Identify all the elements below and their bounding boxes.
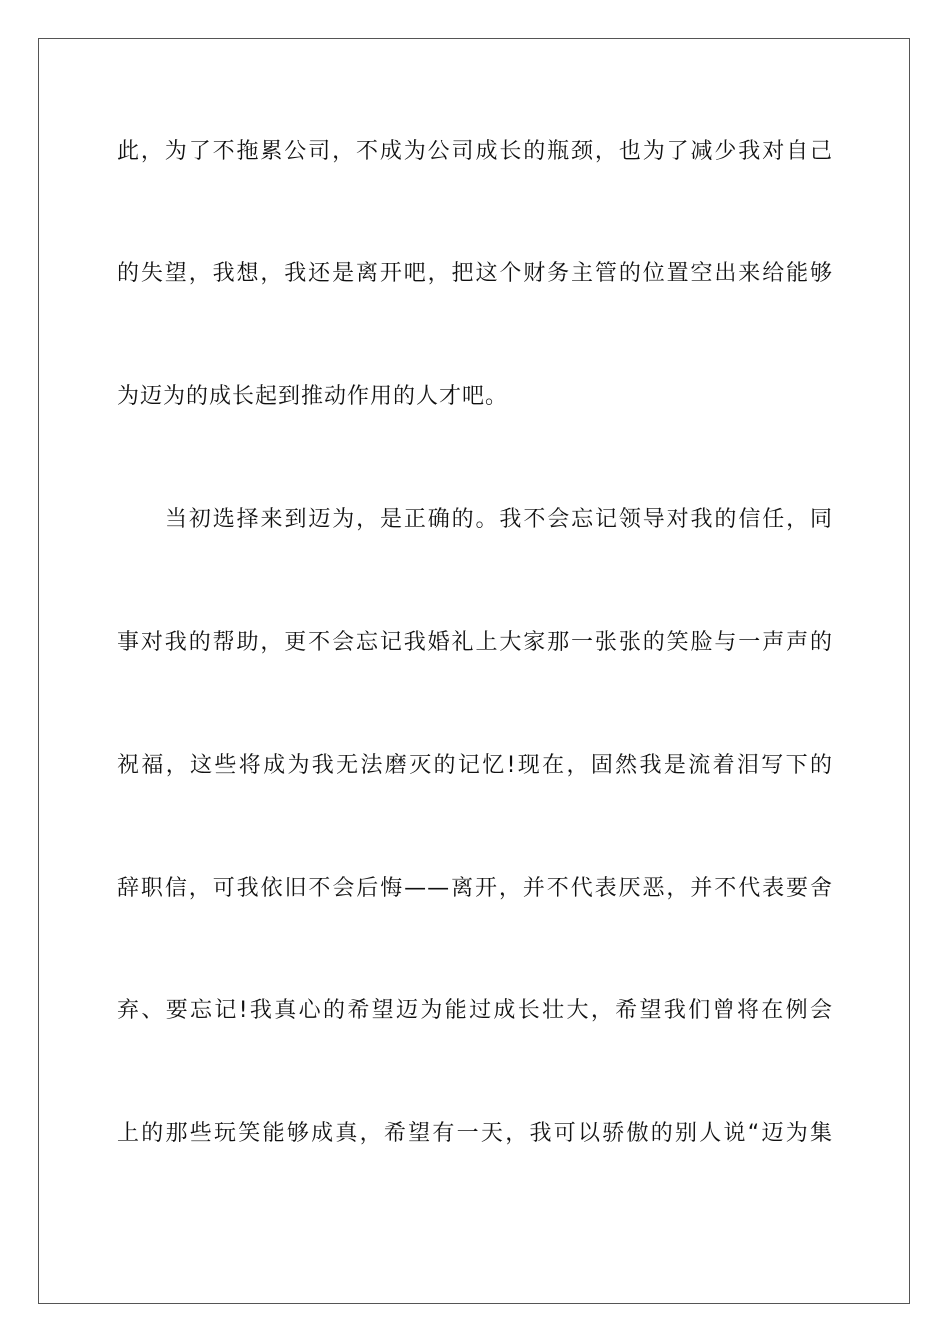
text-line: 辞职信，可我依旧不会后悔——离开，并不代表厌恶，并不代表要舍 xyxy=(117,876,833,901)
text-line: 的失望，我想，我还是离开吧，把这个财务主管的位置空出来给能够 xyxy=(117,261,833,286)
text-line: 祝福，这些将成为我无法磨灭的记忆!现在，固然我是流着泪写下的 xyxy=(117,753,833,778)
text-line: 弃、要忘记!我真心的希望迈为能过成长壮大，希望我们曾将在例会 xyxy=(117,998,833,1023)
text-line: 为迈为的成长起到推动作用的人才吧。 xyxy=(117,384,509,409)
text-line: 事对我的帮助，更不会忘记我婚礼上大家那一张张的笑脸与一声声的 xyxy=(117,630,833,655)
text-line: 此，为了不拖累公司，不成为公司成长的瓶颈，也为了减少我对自己 xyxy=(117,139,833,164)
text-line: 上的那些玩笑能够成真，希望有一天，我可以骄傲的别人说“迈为集 xyxy=(117,1121,833,1146)
paragraph-first-line: 当初选择来到迈为，是正确的。我不会忘记领导对我的信任，同 xyxy=(165,507,833,532)
